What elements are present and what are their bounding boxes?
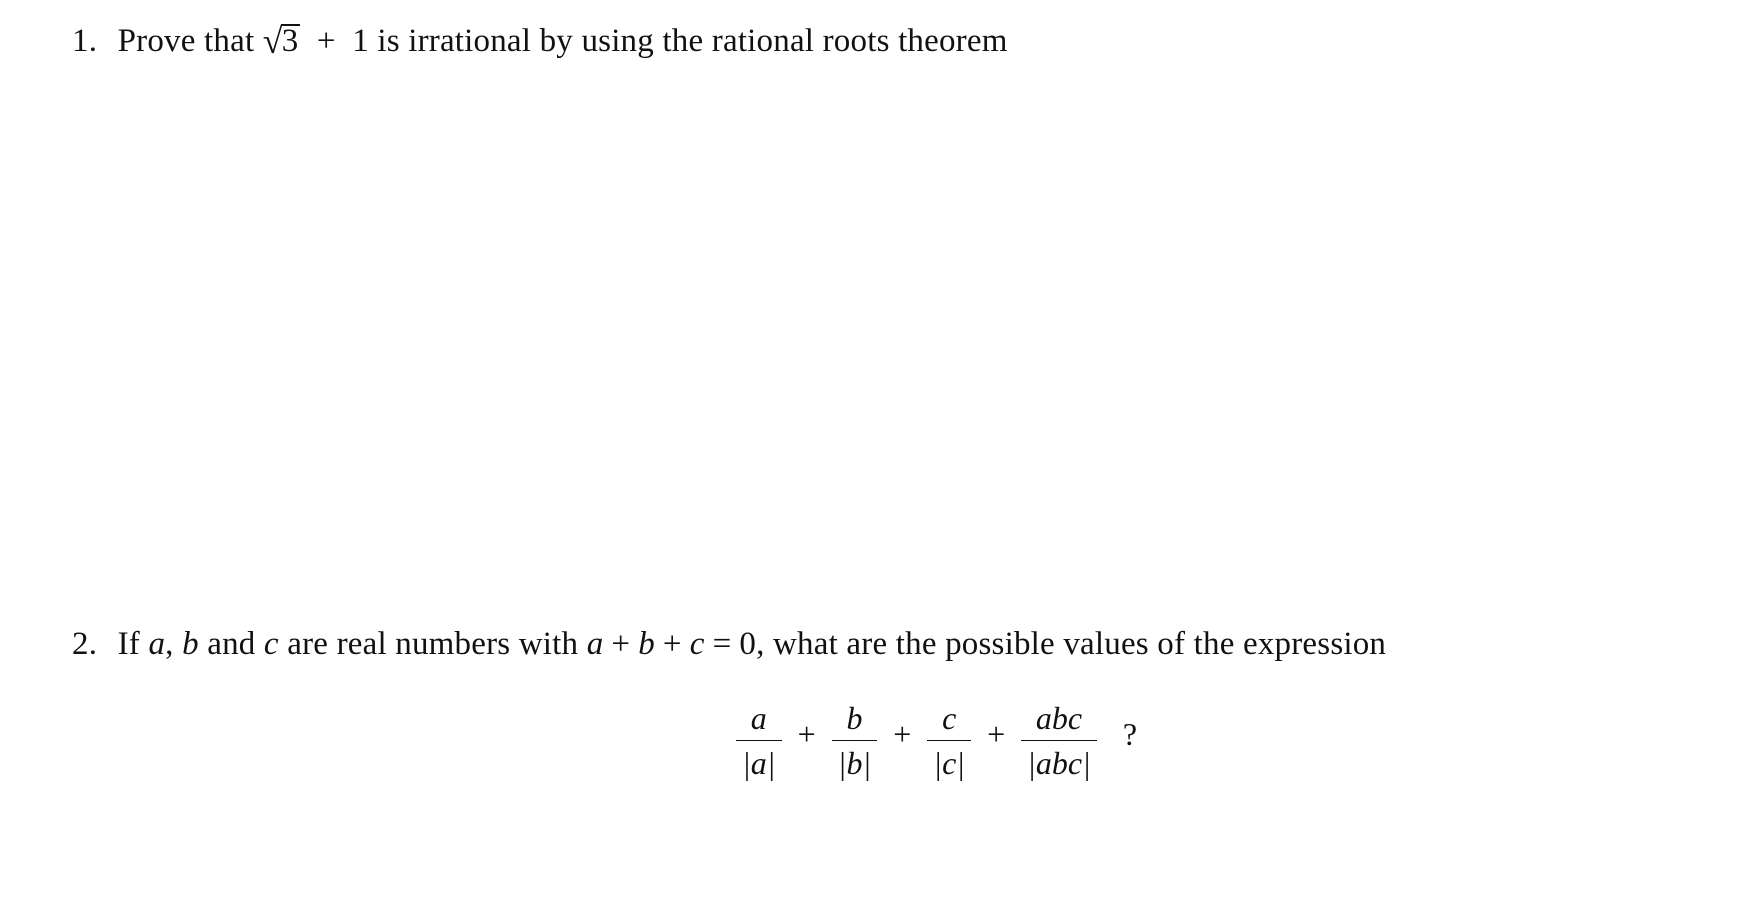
- plus-sign: +: [316, 23, 336, 59]
- condition-plus-1: +: [611, 626, 631, 662]
- problem-2-text-after: what are the possible values of the expression: [773, 626, 1387, 662]
- problem-2: [72, 626, 1386, 663]
- and-word: and: [207, 626, 256, 662]
- condition-zero: 0,: [739, 626, 765, 662]
- if-word: If: [117, 626, 140, 662]
- fraction-b: [832, 700, 878, 781]
- question-mark: ?: [1122, 716, 1138, 752]
- problem-2-number: 2.: [72, 626, 98, 662]
- expression-plus-1: +: [797, 716, 816, 752]
- var-a: a: [148, 626, 166, 662]
- var-b: b: [182, 626, 199, 662]
- fraction-b-numerator: b: [846, 700, 863, 736]
- fraction-a: [736, 700, 782, 781]
- fraction-a-denominator: |a|: [736, 740, 782, 781]
- problem-1-text-before: Prove that: [117, 23, 255, 59]
- fraction-abc-denominator: |abc|: [1021, 740, 1097, 781]
- problem-1: [72, 18, 1008, 60]
- expression-plus-3: +: [987, 716, 1006, 752]
- condition-a: a: [586, 626, 604, 662]
- var-c: c: [263, 626, 279, 662]
- radicand: 3: [281, 23, 299, 59]
- fraction-c-denominator: |c|: [927, 740, 971, 781]
- sqrt-expression: [263, 18, 301, 60]
- condition-plus-2: +: [662, 626, 682, 662]
- display-expression: [732, 700, 1137, 781]
- fraction-c-numerator: c: [942, 700, 957, 736]
- expression-plus-2: +: [893, 716, 912, 752]
- problem-1-text-after: is irrational by using the rational roots theorem: [377, 23, 1008, 59]
- fraction-b-denominator: |b|: [832, 740, 878, 781]
- fraction-a-numerator: a: [750, 700, 767, 736]
- constant-one: 1: [352, 23, 369, 59]
- fraction-abc-numerator: abc: [1035, 700, 1083, 736]
- condition-equals: =: [712, 626, 732, 662]
- fraction-abc: [1021, 700, 1097, 781]
- problem-2-text-middle: are real numbers with: [287, 626, 579, 662]
- condition-b: b: [638, 626, 655, 662]
- condition-c: c: [689, 626, 705, 662]
- fraction-c: [927, 700, 971, 781]
- comma: ,: [165, 626, 174, 662]
- radical-sign: √: [262, 21, 283, 61]
- problem-1-number: 1.: [72, 23, 98, 59]
